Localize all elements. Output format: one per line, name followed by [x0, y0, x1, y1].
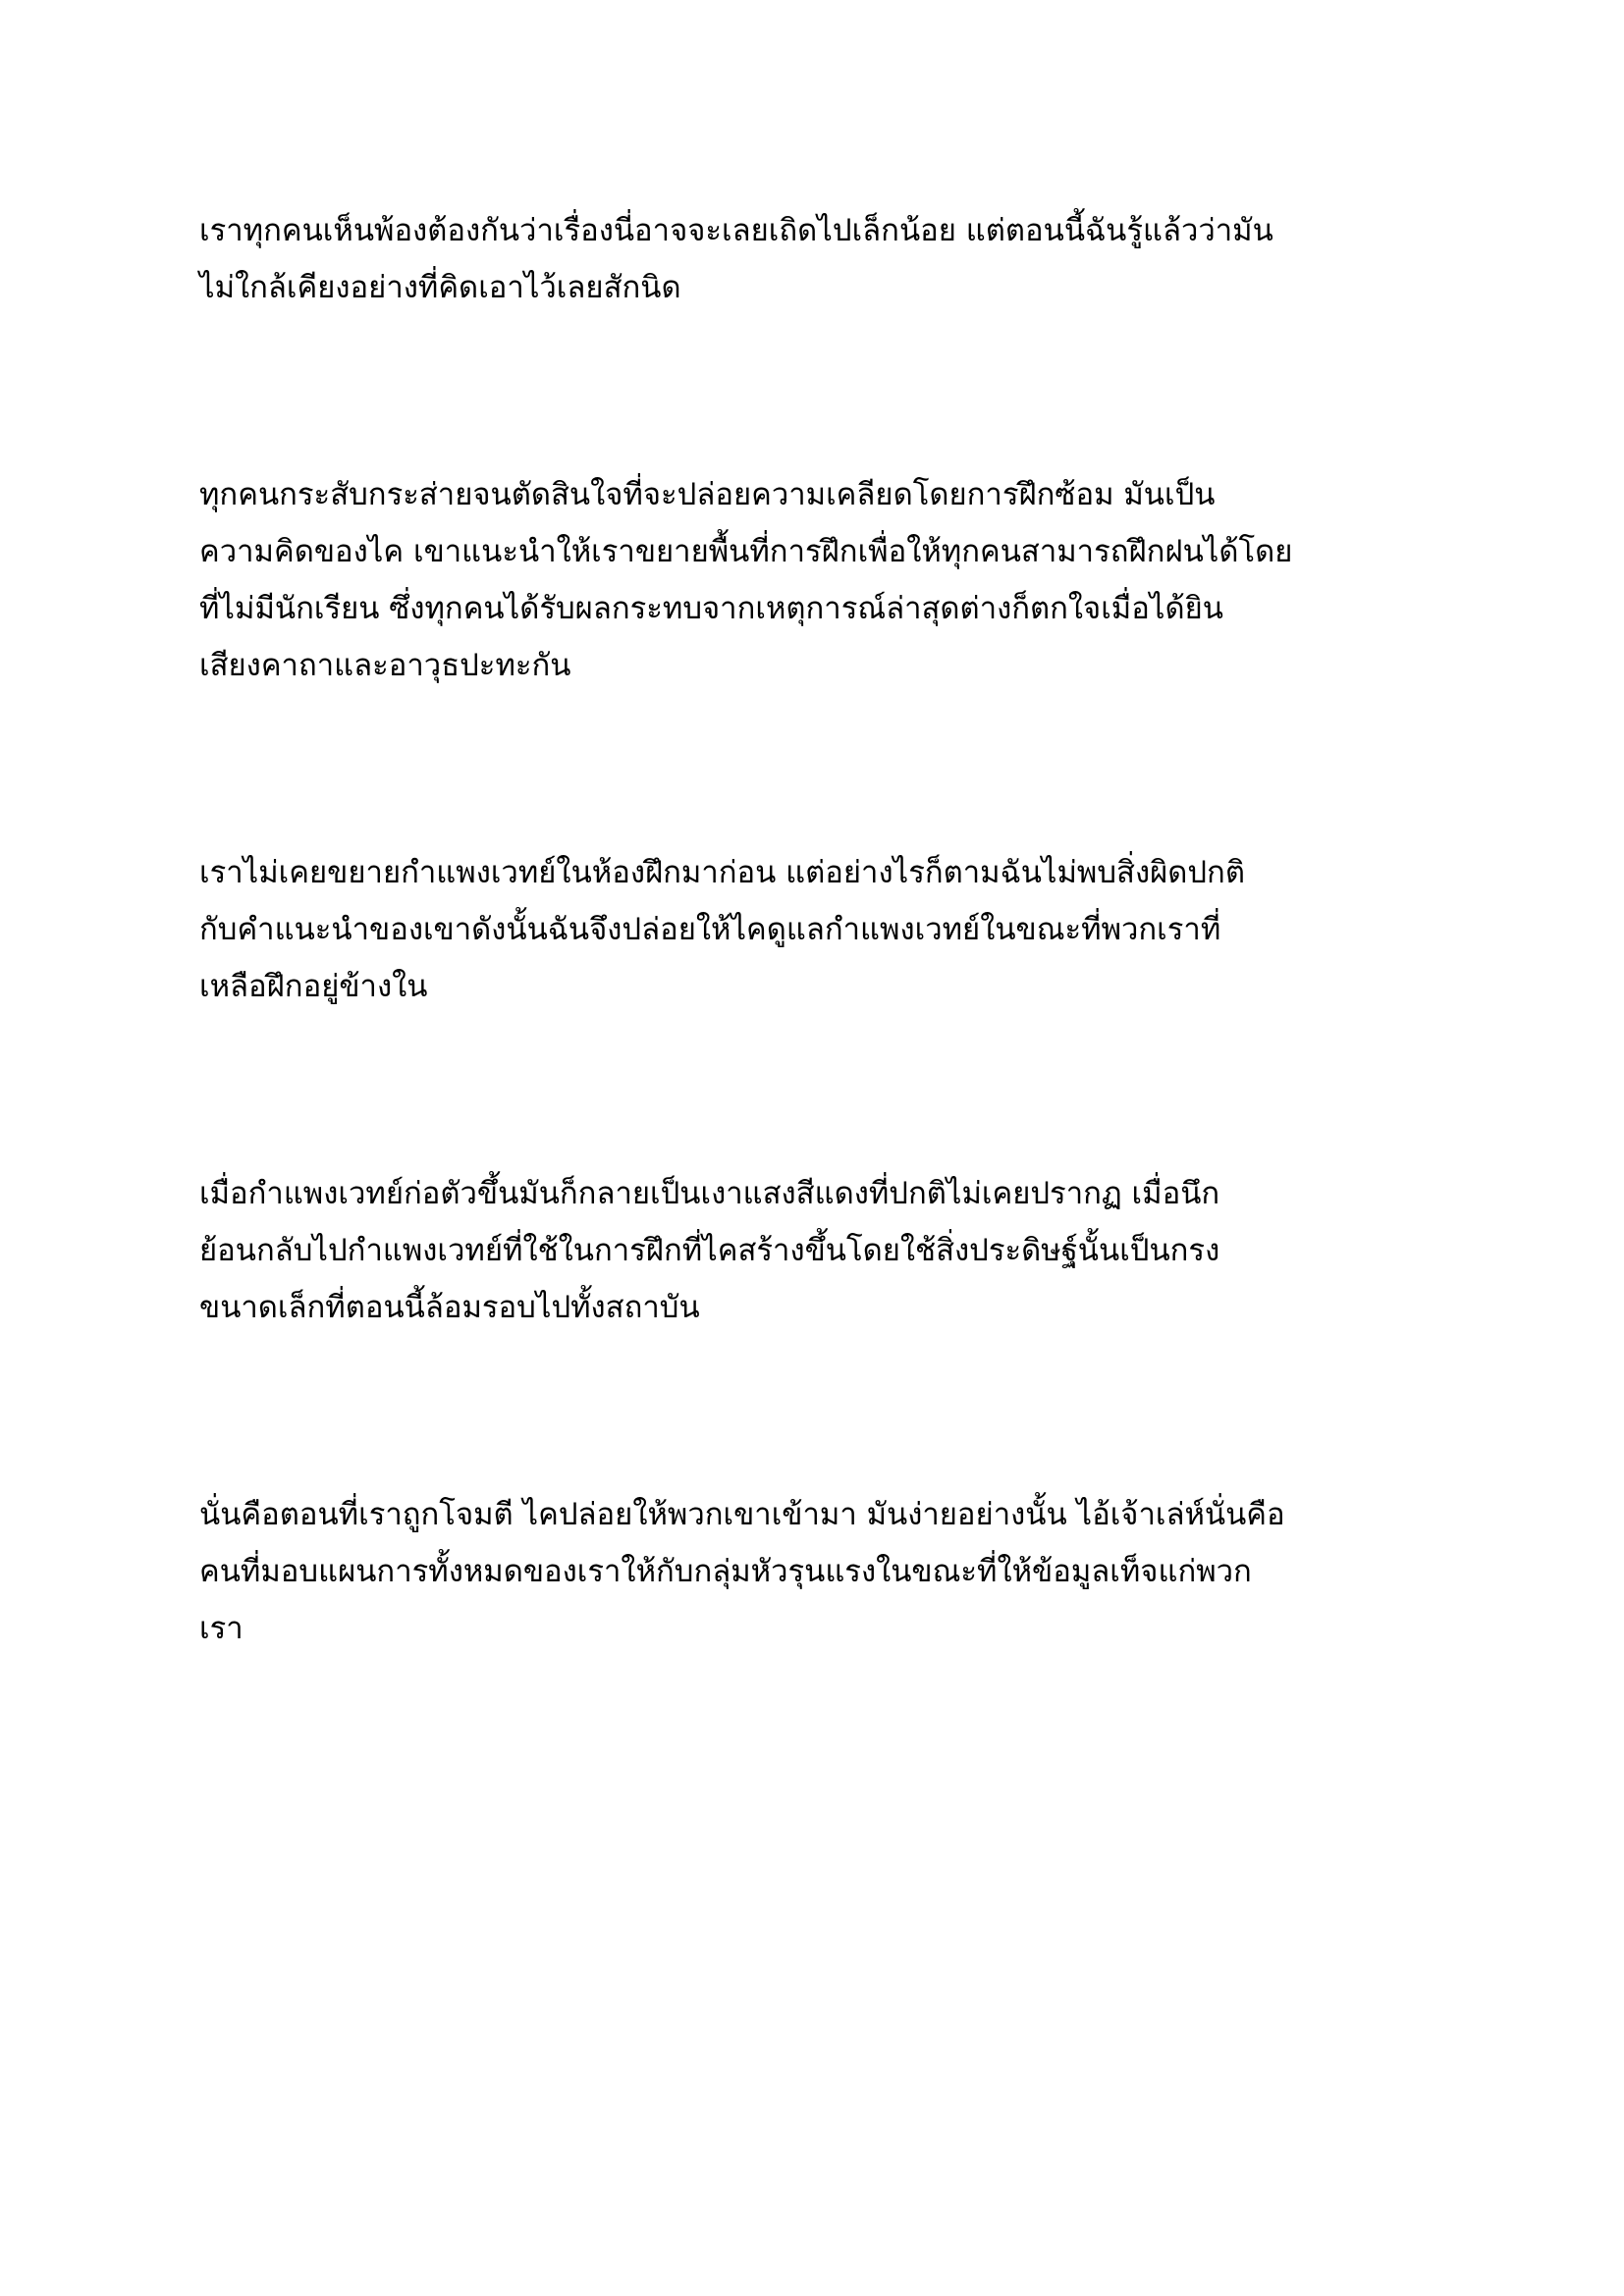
paragraph-line: ย้อนกลับไปกำแพงเวทย์ที่ใช้ในการฝึกที่ไคสร้างขึ้นโดยใช้สิ่งประดิษฐ์นั้นเป็นกรง — [199, 1233, 1220, 1268]
paragraph-spacer — [199, 694, 1446, 844]
paragraph-line: เมื่อกำแพงเวทย์ก่อตัวขึ้นมันก็กลายเป็นเงาแสงสีแดงที่ปกติไม่เคยปรากฏ เมื่อนึก — [199, 1176, 1220, 1211]
paragraph-spacer — [199, 1336, 1446, 1486]
paragraph-2 — [199, 466, 1446, 694]
paragraph-spacer — [199, 316, 1446, 466]
paragraph-1 — [199, 202, 1446, 316]
paragraph-line: ความคิดของไค เขาแนะนำให้เราขยายพื้นที่การฝึกเพื่อให้ทุกคนสามารถฝึกฝนได้โดย — [199, 534, 1293, 569]
paragraph-line: ขนาดเล็กที่ตอนนี้ล้อมรอบไปทั้งสถาบัน — [199, 1290, 700, 1325]
paragraph-line: ที่ไม่มีนักเรียน ซึ่งทุกคนได้รับผลกระทบจากเหตุการณ์ล่าสุดต่างก็ตกใจเมื่อได้ยิน — [199, 591, 1223, 626]
paragraph-3 — [199, 844, 1446, 1015]
paragraph-spacer — [199, 1015, 1446, 1165]
paragraph-line: เรา — [199, 1611, 244, 1646]
paragraph-line: เราทุกคนเห็นพ้องต้องกันว่าเรื่องนี่อาจจะเลยเถิดไปเล็กน้อย แต่ตอนนี้ฉันรู้แล้วว่ามัน — [199, 213, 1273, 248]
paragraph-line: ทุกคนกระสับกระส่ายจนตัดสินใจที่จะปล่อยความเคลียดโดยการฝึกซ้อม มันเป็น — [199, 477, 1216, 512]
paragraph-line: ไม่ใกล้เคียงอย่างที่คิดเอาไว้เลยสักนิด — [199, 270, 681, 305]
paragraph-line: กับคำแนะนำของเขาดังนั้นฉันจึงปล่อยให้ไคดูแลกำแพงเวทย์ในขณะที่พวกเราที่ — [199, 912, 1221, 947]
document-body — [199, 202, 1446, 1657]
paragraph-line: เราไม่เคยขยายกำแพงเวทย์ในห้องฝึกมาก่อน แต่อย่างไรก็ตามฉันไม่พบสิ่งผิดปกติ — [199, 855, 1245, 890]
paragraph-line: เหลือฝึกอยู่ข้างใน — [199, 969, 428, 1004]
paragraph-line: คนที่มอบแผนการทั้งหมดของเราให้กับกลุ่มหัวรุนแรงในขณะที่ให้ข้อมูลเท็จแก่พวก — [199, 1554, 1252, 1589]
paragraph-line: เสียงคาถาและอาวุธปะทะกัน — [199, 648, 571, 683]
paragraph-5 — [199, 1486, 1446, 1657]
paragraph-line: นั่นคือตอนที่เราถูกโจมตี ไคปล่อยให้พวกเขาเข้ามา มันง่ายอย่างนั้น ไอ้เจ้าเล่ห์นั่นคือ — [199, 1497, 1285, 1532]
paragraph-4 — [199, 1165, 1446, 1336]
